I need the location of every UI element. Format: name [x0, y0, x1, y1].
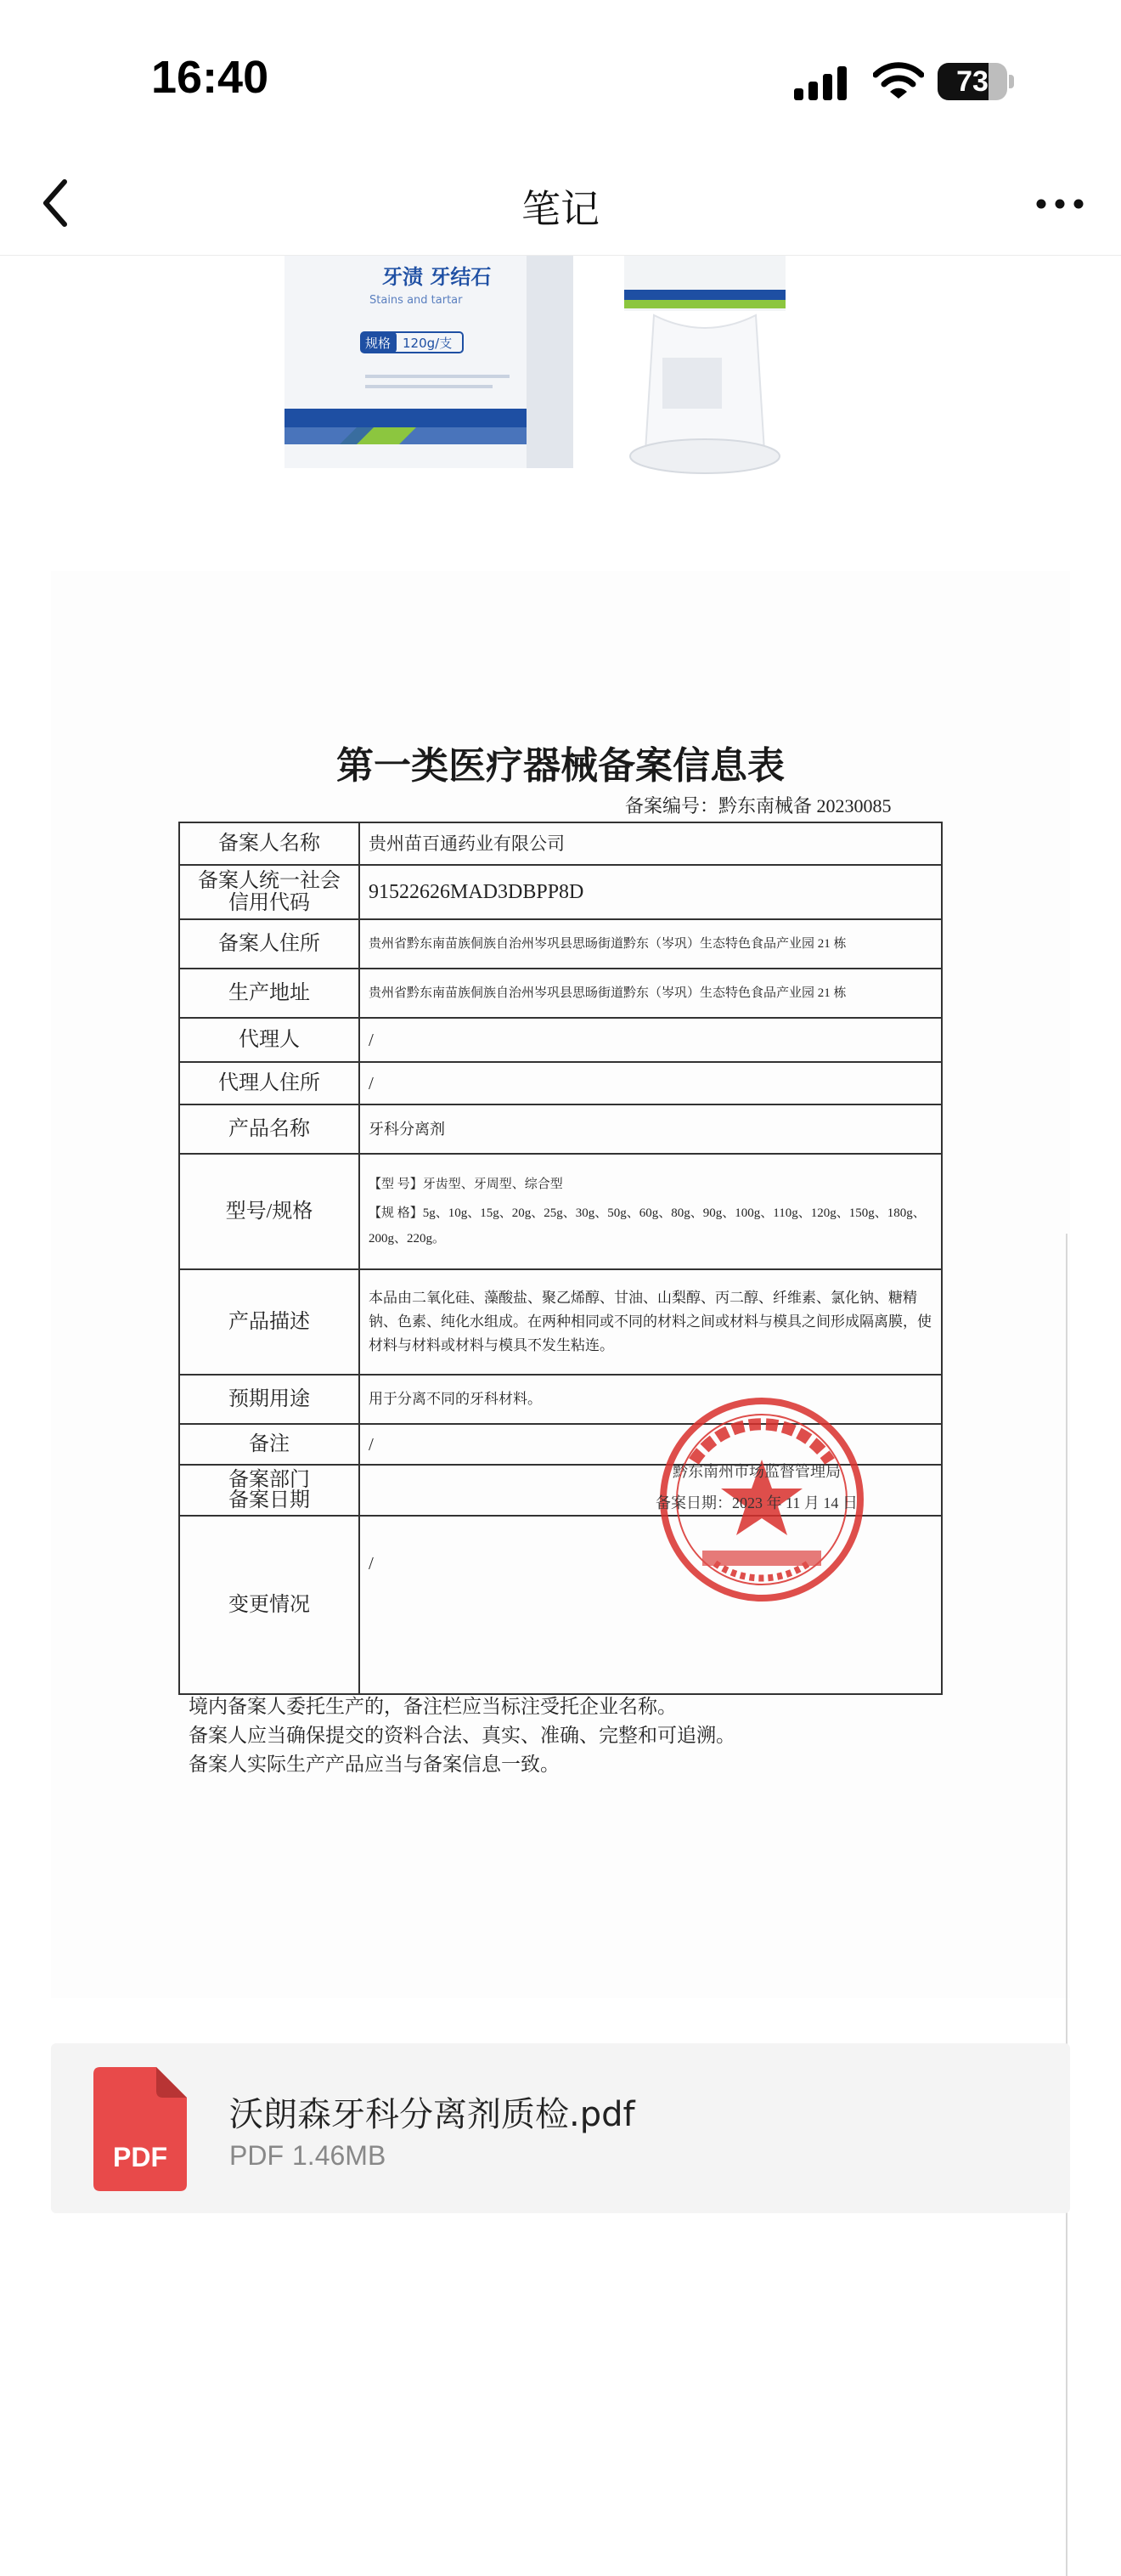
row-label: 产品名称 — [179, 1104, 359, 1154]
pdf-attachment-card[interactable] — [51, 2043, 1070, 2213]
battery-cap — [1009, 75, 1014, 88]
table-row — [179, 969, 942, 1018]
box-spec-label: 规格 — [365, 336, 392, 351]
row-value — [359, 1154, 942, 1269]
note-line: 备案人实际生产产品应当与备案信息一致。 — [189, 1754, 560, 1775]
table-row — [179, 919, 942, 969]
status-time: 16:40 — [151, 52, 269, 103]
battery-body — [938, 63, 1007, 100]
row-label: 代理人住所 — [179, 1062, 359, 1104]
row-value: 贵州苗百通药业有限公司 — [359, 822, 942, 865]
row-label: 预期用途 — [179, 1375, 359, 1424]
file-type: PDF — [229, 2140, 284, 2171]
document-title: 第一类医疗器械备案信息表 — [336, 745, 785, 787]
note-line: 备案人应当确保提交的资料合法、真实、准确、完整和可追溯。 — [189, 1725, 735, 1746]
document-number: 备案编号：黔东南械备 20230085 — [625, 795, 892, 816]
row-value: 本品由二氧化硅、藻酸盐、聚乙烯醇、甘油、山梨醇、丙二醇、纤维素、氯化钠、糖精钠、色素、纯化水组成。在两种相同或不同的材料之间或材料与模具之间形成隔离膜，使材料与材料或材料与模具不发生粘连。 — [359, 1269, 942, 1375]
file-size: 1.46MB — [292, 2140, 386, 2171]
row-value: 贵州省黔东南苗族侗族自治州岑巩县思旸街道黔东（岑巩）生态特色食品产业园 21 栋 — [359, 969, 942, 1018]
row-label-line: 备案部门 — [228, 1469, 310, 1491]
row-value: 用于分离不同的牙科材料。 — [359, 1375, 942, 1424]
row-value: / — [359, 1062, 942, 1104]
file-meta — [229, 2140, 386, 2172]
row-label: 备案人住所 — [179, 919, 359, 969]
wifi-icon — [873, 61, 924, 100]
page-title: 笔记 — [521, 186, 600, 232]
table-row — [179, 1269, 942, 1375]
row-value: 贵州省黔东南苗族侗族自治州岑巩县思旸街道黔东（岑巩）生态特色食品产业园 21 栋 — [359, 919, 942, 969]
product-photo[interactable] — [0, 256, 1121, 570]
status-bar — [0, 0, 1121, 153]
row-value: / — [359, 1516, 942, 1694]
row-label: 备案人名称 — [179, 822, 359, 865]
row-label: 变更情况 — [179, 1516, 359, 1694]
row-label — [179, 865, 359, 919]
file-name: 沃朗森牙科分离剂质检.pdf — [229, 2095, 635, 2134]
row-label: 代理人 — [179, 1018, 359, 1062]
box-title: 牙渍 牙结石 — [382, 265, 492, 289]
row-label — [179, 1465, 359, 1516]
note-line: 境内备案人委托生产的，备注栏应当标注受托企业名称。 — [189, 1696, 677, 1717]
row-value: 牙科分离剂 — [359, 1104, 942, 1154]
row-label: 生产地址 — [179, 969, 359, 1018]
scan-edge — [1066, 1234, 1067, 2576]
table-row — [179, 1018, 942, 1062]
row-label-line: 信用代码 — [228, 892, 310, 914]
row-label: 型号/规格 — [179, 1154, 359, 1269]
document-notes — [189, 1692, 953, 1779]
model-line: 【型 号】牙齿型、牙周型、综合型 — [369, 1178, 563, 1191]
navigation-bar — [0, 153, 1121, 256]
row-label: 备注 — [179, 1424, 359, 1465]
cellular-signal-icon — [794, 66, 848, 100]
table-row — [179, 1104, 942, 1154]
row-label-line: 备案日期 — [228, 1489, 310, 1511]
battery-level: 73 — [956, 65, 989, 98]
pdf-icon-label: PDF — [113, 2142, 167, 2172]
row-value: / — [359, 1018, 942, 1062]
more-options-icon[interactable] — [1034, 194, 1085, 214]
product-illustration — [0, 256, 1121, 570]
department-value: 黔东南州市场监督管理局 — [673, 1463, 841, 1480]
table-row — [179, 822, 942, 865]
row-value: 91522626MAD3DBPP8D — [359, 865, 942, 919]
box-spec-value: 120g/支 — [403, 336, 453, 351]
table-row — [179, 865, 942, 919]
battery-indicator — [938, 63, 1016, 100]
row-label: 产品描述 — [179, 1269, 359, 1375]
box-subtitle: Stains and tartar — [369, 294, 463, 307]
table-row — [179, 1062, 942, 1104]
spec-line: 【规 格】5g、10g、15g、20g、25g、30g、50g、60g、80g、90g、100g、110g、120g、150g、180g、200g、220g。 — [369, 1206, 926, 1246]
row-label-line: 备案人统一社会 — [198, 870, 341, 892]
registration-document[interactable] — [51, 571, 1070, 1998]
table-row — [179, 1154, 942, 1269]
row-value: / — [359, 1424, 942, 1465]
date-value: 备案日期：2023 年 11 月 14 日 — [656, 1494, 858, 1511]
